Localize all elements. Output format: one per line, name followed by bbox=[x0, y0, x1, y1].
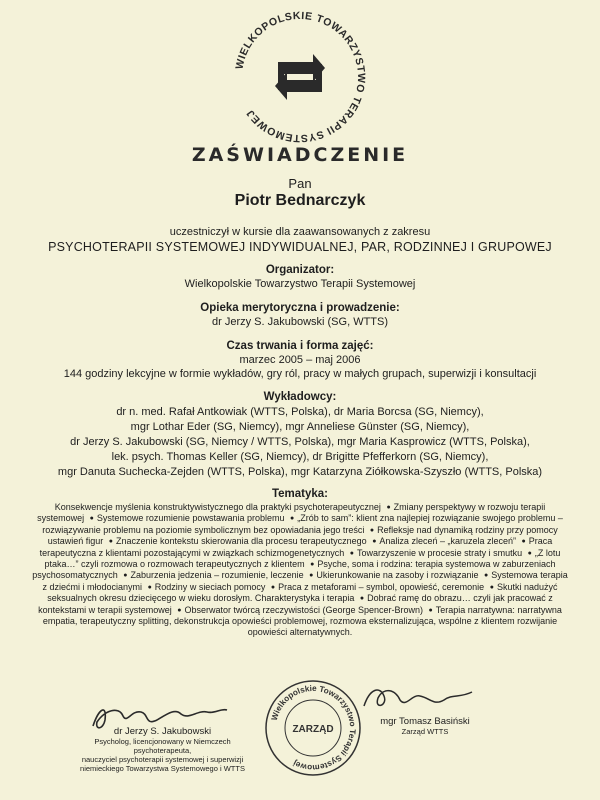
topic-bullet-icon: ● bbox=[521, 538, 526, 546]
topic-bullet-icon: ● bbox=[290, 515, 295, 523]
zarzad-stamp bbox=[263, 678, 363, 778]
topic-bullet-icon: ● bbox=[369, 526, 375, 534]
signature-right-role: Zarząd WTTS bbox=[401, 727, 449, 736]
topic-item: Refleksje nad dynamiką rodziny przy pomocy ustawień figur bbox=[47, 524, 558, 547]
topic-item: Terapia narratywna: narratywna empatia, terapeutyczny splitting, dekonstrukcja opowieści problemowej, rozmowa eksternalizująca, wspólne z klientem rozwijanie opowieści alternatywnych. bbox=[42, 604, 562, 638]
topic-bullet-icon: ● bbox=[108, 538, 114, 546]
logo-ring-text: WIELKOPOLSKIE TOWARZYSTWO TERAPII SYSTEMOWEJ bbox=[233, 9, 368, 145]
lecturer-line: mgr Lothar Eder (SG, Niemcy), mgr Anneliese Günster (SG, Niemcy), bbox=[130, 421, 470, 433]
course-name: PSYCHOTERAPII SYSTEMOWEJ INDYWIDUALNEJ, PAR, RODZINNEJ I GRUPOWEJ bbox=[48, 240, 552, 254]
topic-bullet-icon: ● bbox=[309, 572, 314, 580]
topic-item: Obserwator twórcą rzeczywistości (George Spencer-Brown) bbox=[184, 604, 424, 615]
topic-bullet-icon: ● bbox=[372, 538, 377, 546]
lecturer-line: dr Jerzy S. Jakubowski (SG, Niemcy / WTTS, Polska), mgr Maria Kasprowicz (WTTS, Polska), bbox=[70, 436, 530, 448]
arrows-emblem-icon bbox=[275, 54, 325, 100]
signature-right-scribble bbox=[360, 682, 480, 714]
duration-heading: Czas trwania i forma zajęć: bbox=[226, 340, 374, 352]
topics-heading: Tematyka: bbox=[271, 488, 329, 500]
signature-right-block bbox=[355, 716, 495, 736]
document-title: ZAŚWIADCZENIE bbox=[191, 144, 409, 166]
lecturer-line: dr n. med. Rafał Antkowiak (WTTS, Polska), dr Maria Borcsa (SG, Niemcy), bbox=[116, 406, 484, 418]
topic-bullet-icon: ● bbox=[89, 515, 94, 523]
topic-item: Systemowe rozumienie powstawania problemu bbox=[96, 513, 285, 524]
topic-item: „Zrób to sam”: klient zna najlepiej rozwiązanie swojego problemu – rozwiązywanie problemu na poziomie symbolicznym bez opowiadania jego treści bbox=[42, 513, 563, 535]
signature-left-role: nauczyciel psychoterapii systemowej i superwizji bbox=[81, 755, 244, 764]
lecturers-heading: Wykładowcy: bbox=[263, 391, 337, 403]
intro-text: uczestniczył w kursie dla zaawansowanych z zakresu bbox=[169, 226, 431, 238]
topic-item: Psyche, soma i rodzina: terapia systemowa w zaburzeniach psychosomatycznych bbox=[32, 559, 556, 581]
topic-item: Towarzyszenie w procesie straty i smutku bbox=[357, 547, 523, 558]
topic-item: Praca z metaforami – symbol, opowieść, ceremonie bbox=[278, 581, 485, 592]
topic-bullet-icon: ● bbox=[349, 549, 355, 557]
wtts-logo bbox=[225, 2, 375, 152]
organizer-heading: Organizator: bbox=[265, 264, 335, 276]
signature-right-name: mgr Tomasz Basiński bbox=[380, 716, 470, 727]
supervision-heading: Opieka merytoryczna i prowadzenie: bbox=[200, 302, 400, 314]
topic-item: Skutki nadużyć seksualnych okresu dziecięcego w wieku dorosłym. Charakterystyka i terapia bbox=[47, 581, 558, 604]
topic-bullet-icon: ● bbox=[527, 549, 532, 557]
topic-bullet-icon: ● bbox=[310, 561, 315, 569]
signature-left-name: dr Jerzy S. Jakubowski bbox=[113, 726, 212, 737]
topic-bullet-icon: ● bbox=[428, 606, 433, 614]
topic-item: Analiza zleceń – „karuzela zleceń” bbox=[379, 536, 516, 547]
signature-left-role: Psycholog, licencjonowany w Niemczech psychoterapeuta, bbox=[94, 737, 231, 755]
topics-list bbox=[32, 502, 568, 639]
topic-bullet-icon: ● bbox=[123, 572, 128, 580]
duration-form: 144 godziny lekcyjne w formie wykładów, gry ról, pracy w małych grupach, superwizji i konsultacji bbox=[63, 368, 537, 380]
topic-item: Ukierunkowanie na zasoby i rozwiązanie bbox=[316, 570, 479, 581]
topic-item: Rodziny w sieciach pomocy bbox=[154, 581, 266, 592]
topic-bullet-icon: ● bbox=[270, 583, 276, 591]
topic-item: „Z lotu ptaka…” czyli rozmowa o rozmowach terapeutycznych z klientem bbox=[44, 547, 561, 570]
topic-bullet-icon: ● bbox=[386, 504, 391, 511]
supervision-value: dr Jerzy S. Jakubowski (SG, WTTS) bbox=[211, 316, 389, 328]
topic-item: Praca terapeutyczna z klientami pozostającymi w związkach schizmogenetycznych bbox=[39, 536, 553, 558]
lecturer-line: mgr Danuta Suchecka-Zejden (WTTS, Polska), mgr Katarzyna Ziółkowska-Szyszło (WTTS, Polska) bbox=[57, 466, 543, 478]
topic-bullet-icon: ● bbox=[489, 583, 494, 591]
signature-left-role: niemieckiego Towarzystwa Systemowego i WTTS bbox=[80, 764, 245, 773]
topic-bullet-icon: ● bbox=[483, 572, 489, 580]
topic-item: Konsekwencje myślenia konstruktywistycznego dla praktyki psychoterapeutycznej bbox=[54, 502, 381, 512]
organizer-value: Wielkopolskie Towarzystwo Terapii Systemowej bbox=[184, 278, 416, 290]
topic-item: Znaczenie kontekstu skierowania dla procesu terapeutycznego bbox=[116, 536, 367, 547]
topic-item: Systemowa terapia z dziećmi i młodocianymi bbox=[42, 570, 568, 592]
signature-left-block bbox=[70, 726, 255, 773]
recipient-name: Piotr Bednarczyk bbox=[234, 192, 366, 209]
topic-bullet-icon: ● bbox=[147, 583, 152, 591]
salutation: Pan bbox=[288, 176, 312, 191]
topic-item: Zmiany perspektywy w rozwoju terapii systemowej bbox=[37, 502, 546, 524]
topic-bullet-icon: ● bbox=[359, 595, 365, 603]
stamp-center-text: ZARZĄD bbox=[292, 724, 334, 735]
topic-bullet-icon: ● bbox=[177, 606, 182, 614]
svg-text:WIELKOPOLSKIE TOWARZYSTWO TERA bbox=[233, 10, 367, 144]
topic-item: Dobrać ramę do obrazu… czyli jak pracować z kontekstami w terapii systemowej bbox=[38, 593, 553, 615]
lecturer-line: lek. psych. Thomas Keller (SG, Niemcy), dr Brigitte Pfefferkorn (SG, Niemcy), bbox=[111, 451, 489, 463]
lecturers-list bbox=[20, 405, 580, 480]
topic-item: Zaburzenia jedzenia – rozumienie, leczenie bbox=[130, 570, 304, 581]
stamp-ring-text: Wielkopolskie Towarzystwo Terapii Systemowej bbox=[269, 683, 358, 773]
duration-dates: marzec 2005 – maj 2006 bbox=[239, 354, 361, 366]
